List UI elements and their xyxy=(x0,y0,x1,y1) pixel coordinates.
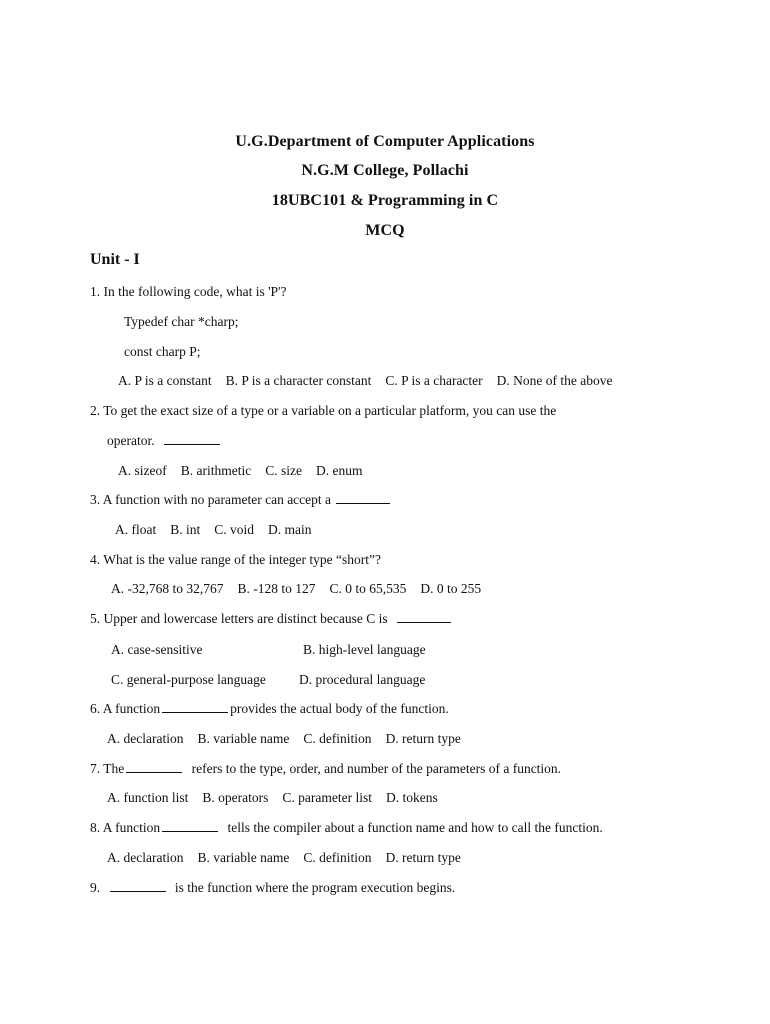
answer-blank xyxy=(397,621,451,623)
option-d: D. return type xyxy=(385,850,461,865)
question-2-options xyxy=(118,463,362,479)
option-c: C. P is a character xyxy=(385,373,483,388)
answer-blank xyxy=(162,830,218,832)
question-9-line xyxy=(90,880,455,896)
question-2-operator-text: operator. xyxy=(107,433,155,448)
option-d: D. None of the above xyxy=(496,373,613,388)
option-a: A. float xyxy=(115,522,157,537)
unit-heading: Unit - I xyxy=(90,251,140,268)
answer-blank xyxy=(164,443,220,445)
question-2-text-cont xyxy=(107,433,222,449)
question-8-post: tells the compiler about a function name and how to call the function. xyxy=(227,820,603,835)
question-5-option-c: C. general-purpose language xyxy=(111,672,266,687)
option-c: C. definition xyxy=(303,850,372,865)
question-6-options xyxy=(107,731,461,747)
question-4-text: 4. What is the value range of the integer type “short”? xyxy=(90,552,382,567)
answer-blank xyxy=(162,711,228,713)
option-c: C. parameter list xyxy=(282,790,372,805)
question-7-options xyxy=(107,790,438,806)
question-6-line xyxy=(90,701,449,717)
answer-blank xyxy=(110,890,166,892)
question-3-line xyxy=(90,492,392,508)
option-a: A. sizeof xyxy=(118,463,167,478)
question-7-pre: 7. The xyxy=(90,761,125,776)
option-c: C. void xyxy=(214,522,255,537)
option-a: A. function list xyxy=(107,790,189,805)
option-a: A. declaration xyxy=(107,850,184,865)
question-8-pre: 8. A function xyxy=(90,820,161,835)
option-d: D. 0 to 255 xyxy=(420,581,482,596)
question-2-text: 2. To get the exact size of a type or a variable on a particular platform, you can use the xyxy=(90,403,557,418)
question-9-post: is the function where the program execution begins. xyxy=(174,880,456,895)
question-6-pre: 6. A function xyxy=(90,701,161,716)
option-b: B. variable name xyxy=(197,850,290,865)
option-d: D. enum xyxy=(315,463,363,478)
question-5-option-d: D. procedural language xyxy=(299,672,426,687)
question-5-text: 5. Upper and lowercase letters are distinct because C is xyxy=(90,611,388,626)
question-4-options xyxy=(111,581,481,597)
option-d: D. return type xyxy=(385,731,461,746)
question-8-line xyxy=(90,820,603,836)
question-8-options xyxy=(107,850,461,866)
option-b: B. -128 to 127 xyxy=(237,581,316,596)
option-d: D. tokens xyxy=(385,790,438,805)
option-a: A. declaration xyxy=(107,731,184,746)
question-6-post: provides the actual body of the function. xyxy=(230,701,449,716)
option-d: D. main xyxy=(268,522,312,537)
question-1-code-line-2: const charp P; xyxy=(124,344,201,359)
question-7-line xyxy=(90,761,561,777)
option-b: B. int xyxy=(170,522,201,537)
question-9-pre: 9. xyxy=(90,880,101,895)
option-b: B. operators xyxy=(202,790,269,805)
option-c: C. 0 to 65,535 xyxy=(329,581,407,596)
department-heading: U.G.Department of Computer Applications xyxy=(235,133,535,150)
question-1-code-line-1: Typedef char *charp; xyxy=(124,314,239,329)
question-1-text: 1. In the following code, what is 'P'? xyxy=(90,284,287,299)
question-3-options xyxy=(115,522,312,538)
option-a: A. -32,768 to 32,767 xyxy=(111,581,224,596)
option-b: B. P is a character constant xyxy=(225,373,372,388)
question-5-option-b: B. high-level language xyxy=(303,642,426,657)
question-5-option-a: A. case-sensitive xyxy=(111,642,203,657)
option-c: C. size xyxy=(265,463,302,478)
question-7-post: refers to the type, order, and number of the parameters of a function. xyxy=(191,761,562,776)
option-b: B. arithmetic xyxy=(180,463,252,478)
course-heading: 18UBC101 & Programming in C xyxy=(271,192,499,209)
question-3-text: 3. A function with no parameter can accept a xyxy=(90,492,332,507)
option-b: B. variable name xyxy=(197,731,290,746)
mcq-heading: MCQ xyxy=(365,222,405,239)
answer-blank xyxy=(336,502,390,504)
question-1-options xyxy=(118,373,613,389)
option-a: A. P is a constant xyxy=(118,373,212,388)
answer-blank xyxy=(126,771,182,773)
question-5-line xyxy=(90,611,453,627)
option-c: C. definition xyxy=(303,731,372,746)
college-heading: N.G.M College, Pollachi xyxy=(301,162,469,179)
